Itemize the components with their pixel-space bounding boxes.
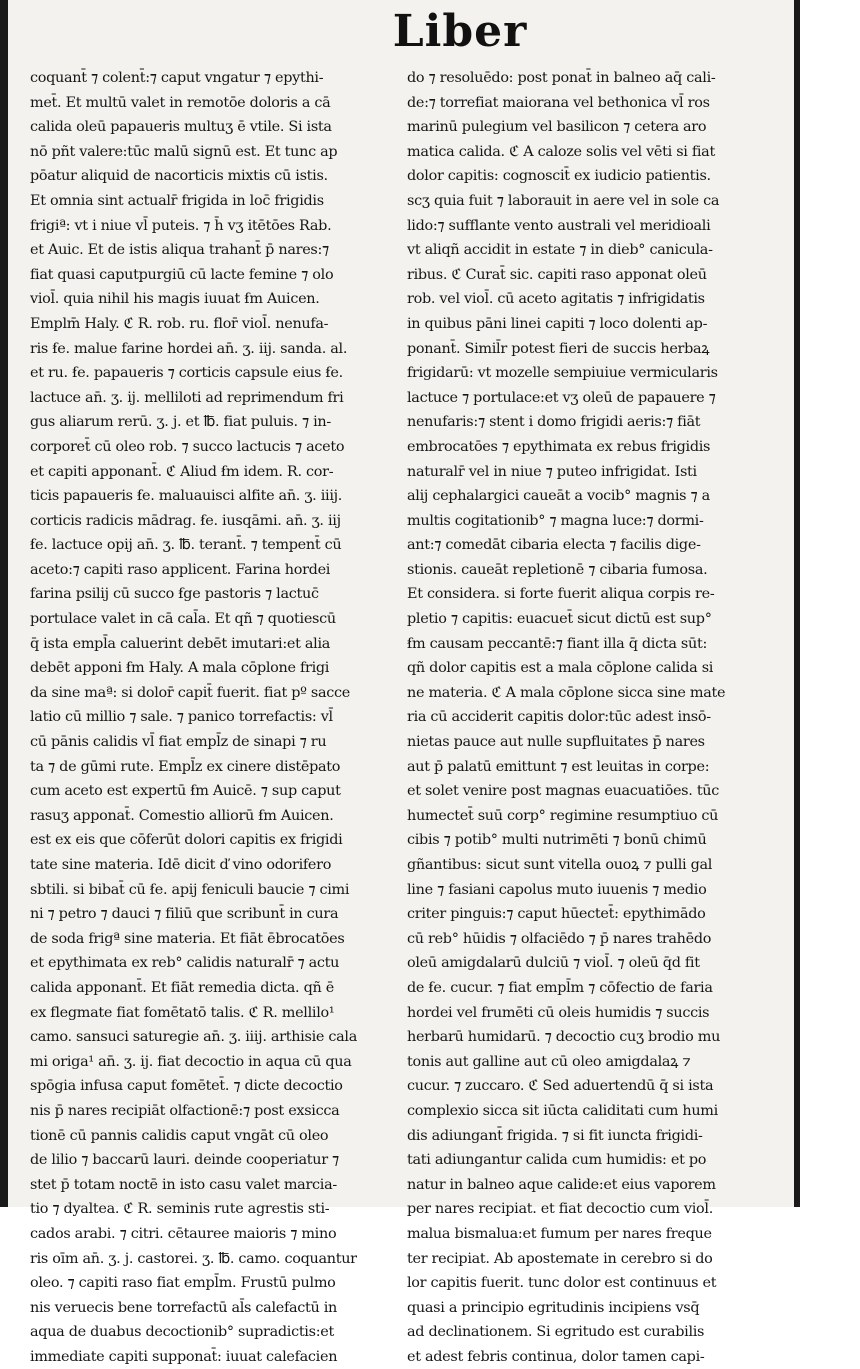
text-line: vt aliqñ accidit in estate ⁊ in dieb° canicula- [407, 242, 713, 259]
text-line: nis p̄ nares recipiāt olfactionē:⁊ post exsicca [30, 1102, 340, 1119]
text-line: alij cephalargici caueāt a vocib° magnis ⁊ a [407, 488, 710, 505]
text-line: ni ⁊ petro ⁊ dauci ⁊ filiū que scribunt̄ in cura [30, 906, 339, 923]
text-line: corporet̄ cū oleo rob. ⁊ succo lactucis ⁊ aceto [30, 438, 345, 455]
text-line: est ex eis que cōferūt dolori capitis ex frigidi [30, 832, 343, 849]
text-line: met̄. Et multū valet in remotōe doloris a cā [30, 94, 331, 111]
text-line: aqua de duabus decoctionib° supradictis:et [30, 1324, 334, 1341]
text-line: tati adiungantur calida cum humidis: et po [407, 1152, 707, 1169]
page-right-edge-shadow [794, 0, 800, 1207]
text-line: viol̄. quia nihil his magis iuuat ẜm Auicen. [30, 291, 320, 308]
text-line: ticis papaueris ẜe. maluauisci alfite an̄. ʒ. iiij. [30, 488, 343, 505]
text-line: q̄ ista empl̄a caluerint debēt imutari:et alia [30, 635, 331, 652]
text-line: in quibus pāni linei capiti ⁊ loco dolenti ap- [407, 315, 708, 332]
text-line: et ru. ẜe. papaueris ⁊ corticis capsule eius ẜe. [30, 365, 343, 382]
text-line: ẜm causam peccantē:⁊ fiant illa q̄ dicta sūt: [407, 635, 707, 652]
text-line: tate sine materia. Idē dicit ď vino odorifero [30, 857, 332, 873]
text-line: et capiti apponant̄. ℭ Aliud ẜm idem. R. cor- [30, 463, 334, 480]
text-line: criter pinguis:⁊ caput hūectet̄: epythimādo [407, 906, 706, 923]
text-line: frigidarū: vt mozelle sempiuiue vermicularis [407, 365, 718, 382]
text-line: et epythimata ex reb° calidis naturalr̄ ⁊ actu [30, 955, 340, 972]
running-head: Liber [392, 6, 528, 57]
text-line: ribus. ℭ Curat̄ sic. capiti raso apponat oleū [407, 266, 707, 283]
left-text-column [30, 66, 400, 1365]
text-line: hordei vel frumēti cū oleis humidis ⁊ succis [407, 1004, 710, 1021]
text-line: mi origa¹ an̄. ʒ. ij. fiat decoctio in aqua cū qua [30, 1053, 352, 1070]
text-line: portulace valet in cā cal̄a. Et qñ ⁊ quotiescū [30, 611, 336, 628]
text-line: quasi a principio egritudinis incipiens vsq̄ [407, 1299, 700, 1316]
text-line: calida oleū papaueris multuʒ ē vtile. Si ista [30, 119, 332, 136]
text-line: ris oīm an̄. ʒ. j. castorei. ʒ. ℔. camo. coquantur [30, 1250, 357, 1267]
text-line: nenufaris:⁊ stent i domo frigidi aeris:⁊ fiāt [407, 414, 701, 431]
text-line: pletio ⁊ capitis: euacuet̄ sicut dictū est sup° [407, 611, 712, 628]
text-line: tonis aut galline aut cū oleo amigdalaꝝ ⁊ [407, 1053, 691, 1070]
text-line: naturalr̄ vel in niue ⁊ puteo infrigidat. Isti [407, 463, 697, 480]
text-line: sbtili. si bibat̄ cū ẜe. apij feniculi baucie ⁊ cimi [30, 881, 350, 898]
text-line: nō pñt valere:tūc malū signū est. Et tunc ap [30, 143, 338, 160]
text-line: lactuce ⁊ portulace:et vʒ oleū de papauere ⁊ [407, 389, 716, 406]
text-line: humectet̄ suū corp° regimine resumptiuo cū [407, 807, 719, 824]
text-line: nietas pauce aut nulle supfluitates p̄ nares [407, 734, 705, 751]
text-line: cibis ⁊ potib° multi nutrimēti ⁊ bonū chimū [407, 832, 707, 849]
text-line: oleū amigdalarū dulciū ⁊ viol̄. ⁊ oleū q̄d fit [407, 955, 700, 972]
text-line: aut p̄ palatū emittunt ⁊ est leuitas in corpe: [407, 758, 710, 775]
text-line: do ⁊ resoluēdo: post ponat̄ in balneo aq̄ cali- [407, 70, 716, 86]
text-line: de:⁊ torrefiat maiorana vel bethonica vl̄ ros [407, 94, 710, 111]
text-line: calida apponant̄. Et fiāt remedia dicta. qñ ē [30, 979, 334, 996]
text-line: de ẜe. cucur. ⁊ fiat empl̄m ⁊ cōfectio de faria [407, 979, 713, 996]
text-line: immediate capiti supponat̄: iuuat calefacien [30, 1348, 338, 1365]
text-line: corticis radicis mādrag. ẜe. iusqāmi. an̄. ʒ. iij [30, 512, 341, 529]
text-line: ne materia. ℭ A mala cōplone sicca sine mate [407, 684, 726, 701]
text-line: qñ dolor capitis est a mala cōplone calida si [407, 660, 714, 677]
text-line: lido:⁊ sufflante vento australi vel meridioali [407, 217, 711, 234]
text-line: farina psilij cū succo ẜge pastoris ⁊ lactuc̄ [30, 586, 319, 603]
page-left-edge-shadow [0, 0, 8, 1207]
text-line: scʒ quia fuit ⁊ laborauit in aere vel in sole ca [407, 192, 720, 209]
text-line: malua bismalua:et fumum per nares freque [407, 1225, 712, 1242]
text-line: aceto:⁊ capiti raso applicent. Farina hordei [30, 561, 331, 578]
text-line: ria cū acciderit capitis dolor:tūc adest insō- [407, 709, 711, 726]
text-line: camo. sansuci saturegie an̄. ʒ. iiij. arthisie cala [30, 1029, 357, 1046]
text-line: complexio sicca sit iūcta caliditati cum humi [407, 1102, 718, 1119]
text-line: embrocatōes ⁊ epythimata ex rebus frigidis [407, 438, 711, 455]
text-line: fiat quasi caputpurgiū cū lacte femine ⁊ olo [30, 266, 334, 283]
text-line: herbarū humidarū. ⁊ decoctio cuʒ brodio mu [407, 1029, 721, 1046]
text-line: line ⁊ fasiani capolus muto iuuenis ⁊ medio [407, 881, 707, 898]
text-line: stet p̄ totam noctē in isto casu valet marcia- [30, 1176, 337, 1193]
text-line: de soda frigª sine materia. Et fiāt ēbrocatōes [30, 930, 345, 947]
text-line: tio ⁊ dyaltea. ℭ R. seminis rute agrestis sti- [30, 1201, 330, 1218]
text-line: pōatur aliquid de nacorticis mixtis cū istis. [30, 168, 328, 185]
text-line: natur in balneo aque calide:et eius vaporem [407, 1176, 716, 1193]
text-line: lor capitis fuerit. tunc dolor est continuus et [407, 1275, 717, 1292]
text-line: cados arabi. ⁊ citri. cētauree maioris ⁊ mino [30, 1225, 337, 1242]
text-line: Et considera. si forte fuerit aliqua corpis re- [407, 586, 715, 603]
text-line: coquant̄ ⁊ colent̄:⁊ caput vngatur ⁊ epythi- [30, 70, 324, 86]
text-line: cucur. ⁊ zuccaro. ℭ Sed aduertendū q̄ si ista [407, 1078, 714, 1095]
text-line: da sine maª: si dolor̄ capit̄ fuerit. fiat pº sacce [30, 684, 351, 701]
text-line: lactuce an̄. ʒ. ij. melliloti ad reprimendum fri [30, 389, 344, 406]
text-line: cum aceto est expertū ẜm Auicē. ⁊ sup caput [30, 783, 341, 800]
text-line: multis cogitationib° ⁊ magna luce:⁊ dormi- [407, 512, 704, 529]
text-line: tionē cū pannis calidis caput vngāt cū oleo [30, 1127, 329, 1144]
text-line: ex flegmate fiat fomētatō talis. ℭ R. mellilo¹ [30, 1004, 335, 1021]
text-line: rasuʒ apponat̄. Comestio alliorū ẜm Auicen. [30, 807, 334, 824]
text-line: rob. vel viol̄. cū aceto agitatis ⁊ infrigidatis [407, 291, 705, 308]
text-line: ad declinationem. Si egritudo est curabilis [407, 1324, 705, 1341]
text-line: ter recipiat. Ab apostemate in cerebro si do [407, 1250, 713, 1267]
text-line: et adest febris continua, dolor tamen capi- [407, 1348, 705, 1365]
text-line: Et omnia sint actualr̄ frigida in loc̄ frigidis [30, 192, 324, 209]
text-line: marinū pulegium vel basilicon ⁊ cetera aro [407, 119, 707, 136]
text-line: ta ⁊ de gūmi rute. Empl̄z ex cinere distēpato [30, 758, 341, 775]
text-line: de lilio ⁊ baccarū lauri. deinde cooperiatur ⁊ [30, 1152, 339, 1169]
text-line: matica calida. ℭ A caloze solis vel vēti si fiat [407, 143, 715, 160]
text-line: ẜe. lactuce opij an̄. ʒ. ℔. terant̄. ⁊ tempent̄ cū [30, 537, 342, 554]
text-line: ponant̄. Simil̄r potest fieri de succis herbaꝝ [407, 340, 710, 357]
text-line: cū reb° hūidis ⁊ olfaciēdo ⁊ p̄ nares trahēdo [407, 930, 712, 947]
text-line: nis veruecis bene torrefactū al̄s calefactū in [30, 1299, 338, 1316]
text-line: dis adiungant̄ frigida. ⁊ si fit iuncta frigidi- [407, 1127, 703, 1144]
text-line: dolor capitis: cognoscit̄ ex iudicio patientis. [407, 168, 711, 185]
text-line: gus aliarum rerū. ʒ. j. et ℔. fiat puluis. ⁊ in- [30, 414, 331, 431]
text-line: ant:⁊ comedāt cibaria electa ⁊ facilis dige- [407, 537, 701, 554]
text-line: per nares recipiat. et fiat decoctio cum viol̄. [407, 1201, 713, 1218]
text-line: frigiª: vt i niue vl̄ puteis. ⁊ h̄ vʒ itētōes Rab. [30, 217, 332, 234]
text-line: spōgia infusa caput fomētet̄. ⁊ dicte decoctio [30, 1078, 343, 1095]
text-line: oleo. ⁊ capiti raso fiat empl̄m. Frustū pulmo [30, 1275, 336, 1292]
text-line: debēt apponi ẜm Haly. A mala cōplone frigi [30, 660, 330, 677]
text-line: et Auic. Et de istis aliqua trahant̄ p̄ nares:⁊ [30, 242, 329, 259]
text-line: Emplm̄ Haly. ℭ R. rob. ru. flor̄ viol̄. nenufa- [30, 315, 329, 332]
text-line: cū pānis calidis vl̄ fiat empl̄z de sinapi ⁊ ru [30, 734, 327, 751]
text-line: ris ẜe. malue farine hordei an̄. ʒ. iij. sanda. al. [30, 340, 348, 357]
text-line: et solet venire post magnas euacuatiōes. tūc [407, 783, 720, 800]
text-line: latio cū millio ⁊ sale. ⁊ panico torrefactis: vl̄ [30, 709, 333, 726]
text-line: stionis. caueāt repletionē ⁊ cibaria fumosa. [407, 561, 708, 578]
right-text-column [407, 66, 793, 1365]
text-line: gñantibus: sicut sunt vitella ouoꝝ ⁊ pulli gal [407, 857, 713, 873]
